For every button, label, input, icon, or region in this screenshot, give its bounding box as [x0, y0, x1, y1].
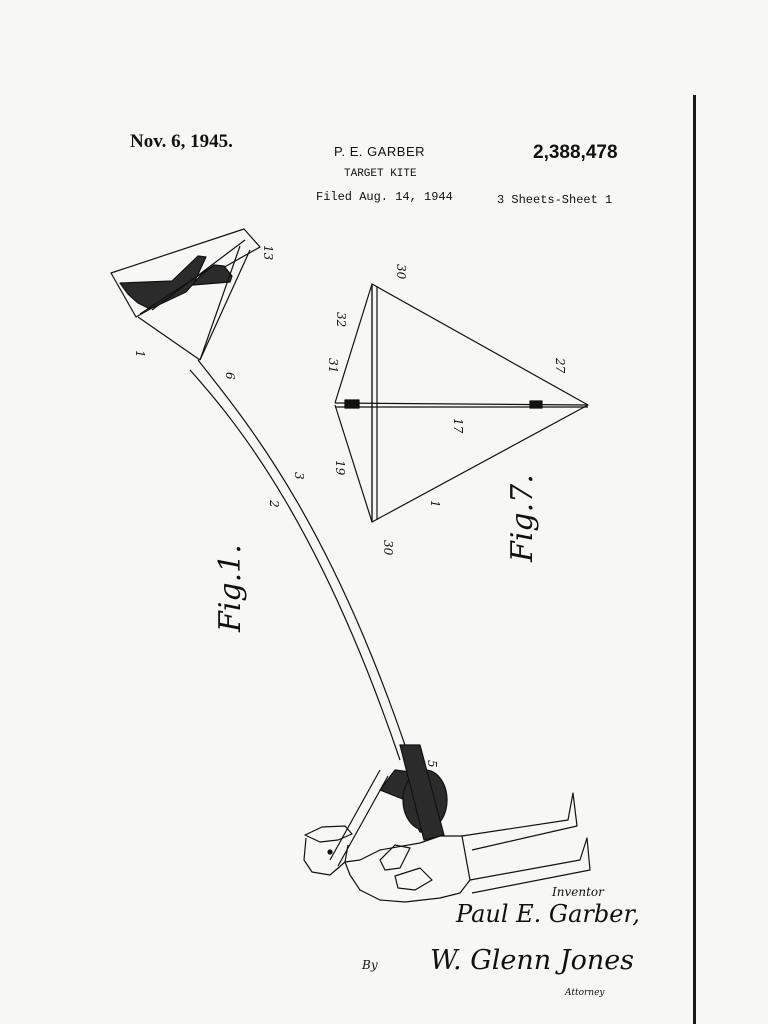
fig1-label: Fig.1. [213, 544, 248, 632]
fig1-ref-5: 5 [425, 760, 439, 768]
attorney-signature: W. Glenn Jones [430, 945, 635, 976]
filed-date: Filed Aug. 14, 1944 [316, 190, 453, 204]
patent-date: Nov. 6, 1945. [130, 131, 233, 152]
fig1-ref-1: 1 [133, 350, 147, 358]
patent-number: 2,388,478 [533, 142, 618, 163]
fig7-ref-1: 1 [428, 500, 442, 508]
fig7-ref-27: 27 [553, 358, 567, 374]
fig7-ref-19: 19 [333, 460, 347, 476]
fig1-ref-6: 6 [223, 372, 237, 380]
inventor-signature: Paul E. Garber, [456, 900, 640, 928]
fig7-ref-30-top: 30 [394, 264, 408, 280]
by-label: By [362, 958, 378, 972]
sheet-count: 3 Sheets-Sheet 1 [497, 193, 613, 207]
fig7-ref-30-bottom: 30 [381, 540, 395, 556]
fig1-ref-13: 13 [261, 245, 275, 261]
fig7-label: Fig.7. [505, 474, 540, 562]
fig1-ref-2: 2 [267, 500, 281, 508]
fig7-ref-31: 31 [326, 358, 340, 374]
attorney-label: Attorney [565, 988, 605, 998]
fig1-ref-3: 3 [292, 472, 306, 480]
patent-title: TARGET KITE [344, 168, 417, 180]
fig7-ref-32: 32 [334, 312, 348, 328]
fig7-ref-17: 17 [451, 418, 465, 434]
inventor-label: Inventor [552, 885, 604, 899]
inventor-name: P. E. GARBER [334, 144, 426, 159]
